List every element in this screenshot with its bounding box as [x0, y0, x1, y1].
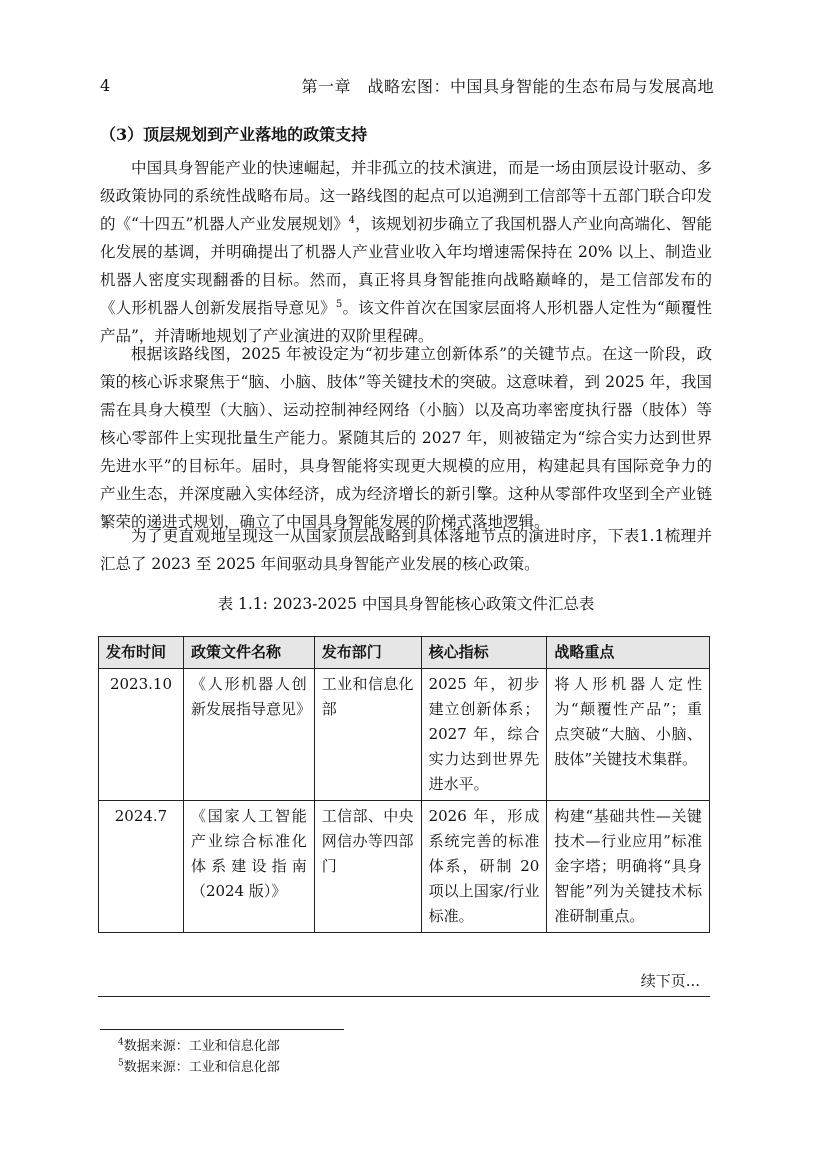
header-date: 发布时间	[99, 637, 184, 669]
footnote-mark: 5	[118, 1058, 124, 1069]
table-continuation-row	[98, 966, 710, 997]
cell-date: 2023.10	[99, 669, 184, 801]
footnote-text: 数据来源：工业和信息化部	[123, 1039, 280, 1054]
header-department: 发布部门	[314, 637, 421, 669]
header-policy-name: 政策文件名称	[183, 637, 314, 669]
continued-next-page-note: 续下页...	[640, 972, 700, 990]
table-row	[99, 669, 710, 801]
cell-core-metric: 2025 年，初步建立创新体系；2027 年，综合实力达到世界先进水平。	[421, 669, 547, 801]
paragraph-3	[100, 522, 712, 578]
cell-strategic-focus: 构建“基础共性—关键技术—行业应用”标准金字塔；明确将“具身智能”列为关键技术标准研制重点。	[547, 801, 710, 933]
footnotes	[118, 1036, 280, 1078]
page-number: 4	[100, 76, 111, 95]
paragraph-3-text: 为了更直观地呈现这一从国家顶层战略到具体落地节点的演进时序，下表1.1梳理并汇总了 2023 至 2025 年间驱动具身智能产业发展的核心政策。	[100, 527, 712, 573]
cell-policy-name: 《人形机器人创新发展指导意见》	[183, 669, 314, 801]
table-row	[99, 801, 710, 933]
footnote-divider	[100, 1029, 344, 1030]
policy-table	[98, 636, 710, 933]
footnote-ref-4[interactable]: 4	[348, 214, 356, 226]
cell-policy-name: 《国家人工智能产业综合标准化体系建设指南（2024 版）》	[183, 801, 314, 933]
cell-strategic-focus: 将人形机器人定性为“颠覆性产品”；重点突破“大脑、小脑、肢体”关键技术集群。	[547, 669, 710, 801]
table-caption: 表 1.1: 2023-2025 中国具身智能核心政策文件汇总表	[217, 595, 595, 613]
footnote-item	[118, 1057, 280, 1078]
footnote-text: 数据来源：工业和信息化部	[123, 1060, 280, 1075]
table-header-row	[99, 637, 710, 669]
footnote-ref-5[interactable]: 5	[335, 298, 343, 310]
cell-department: 工业和信息化部	[314, 669, 421, 801]
cell-date: 2024.7	[99, 801, 184, 933]
paragraph-2-text: 根据该路线图，2025 年被设定为“初步建立创新体系”的关键节点。在这一阶段，政策的核心诉求聚焦于“脑、小脑、肢体”等关键技术的突破。这意味着，到 2025 年，我国需在具身大模型（大脑）、运动控制神经网络（小脑）以及高功率密度执行器（肢体）等核心零部件上实现批量生产能力。紧随其后的 2027 年，则被锚定为“综合实力达到世界先进水平”的目标年。届时，具身智能将实现更大规模的应用，构建起具有国际竞争力的产业生态，并深度融入实体经济，成为经济增长的新引擎。这种从零部件攻坚到全产业链繁荣的递进式规划，确立了中国具身智能发展的阶梯式落地逻辑。	[100, 345, 712, 531]
paragraph-1-part-c: 。该文件首次在国家层面将人形机器人定性为“颠覆性产品”，并清晰地规划了产业演进的双阶里程碑。	[100, 299, 712, 345]
cell-core-metric: 2026 年，形成系统完善的标准体系，研制 20 项以上国家/行业标准。	[421, 801, 547, 933]
paragraph-1	[100, 154, 712, 350]
paragraph-1-part-b: ，该规划初步确立了我国机器人产业向高端化、智能化发展的基调，并明确提出了机器人产业营业收入年均增速需保持在 20% 以上、制造业机器人密度实现翻番的目标。然而，真正将具身智能推向战略巅峰的，是工信部发布的《人形机器人创新发展指导意见》	[100, 215, 712, 317]
paragraph-2	[100, 340, 712, 536]
footnote-item	[118, 1036, 280, 1057]
header-core-metric: 核心指标	[421, 637, 547, 669]
header-strategic-focus: 战略重点	[547, 637, 710, 669]
footnote-mark: 4	[118, 1037, 124, 1048]
running-header-title: 第一章 战略宏图：中国具身智能的生态布局与发展高地	[301, 77, 714, 96]
paragraph-1-part-a: 中国具身智能产业的快速崛起，并非孤立的技术演进，而是一场由顶层设计驱动、多级政策协同的系统性战略布局。这一路线图的起点可以追溯到工信部等十五部门联合印发的《“十四五”机器人产业发展规划》	[100, 159, 712, 233]
section-title: （3）顶层规划到产业落地的政策支持	[100, 125, 368, 144]
cell-department: 工信部、中央网信办等四部门	[314, 801, 421, 933]
